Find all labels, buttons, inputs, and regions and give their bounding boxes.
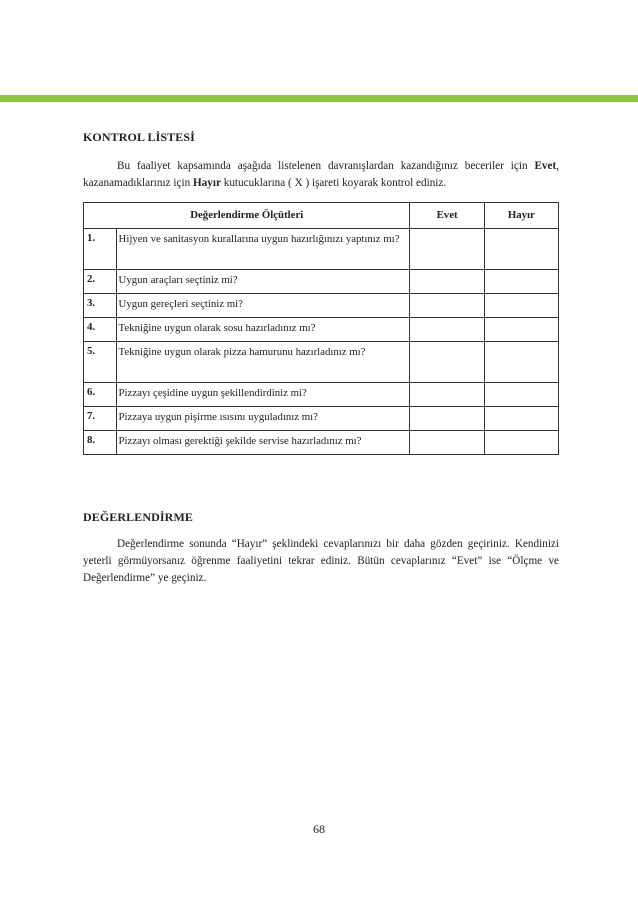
yes-checkbox-cell[interactable] bbox=[410, 318, 484, 342]
criteria-header: Değerlendirme Ölçütleri bbox=[84, 203, 410, 229]
page-content bbox=[83, 130, 559, 587]
table-row bbox=[84, 294, 559, 318]
row-criterion: Tekniğine uygun olarak pizza hamurunu hazırladınız mı? bbox=[116, 342, 410, 383]
row-number: 5. bbox=[84, 342, 117, 383]
no-checkbox-cell[interactable] bbox=[484, 270, 558, 294]
no-checkbox-cell[interactable] bbox=[484, 383, 558, 407]
table-row bbox=[84, 407, 559, 431]
yes-checkbox-cell[interactable] bbox=[410, 342, 484, 383]
row-criterion: Pizzaya uygun pişirme ısısını uyguladınız mı? bbox=[116, 407, 410, 431]
page-number: 68 bbox=[313, 822, 325, 836]
row-number: 2. bbox=[84, 270, 117, 294]
yes-checkbox-cell[interactable] bbox=[410, 383, 484, 407]
table-row bbox=[84, 270, 559, 294]
row-criterion: Tekniğine uygun olarak sosu hazırladınız mı? bbox=[116, 318, 410, 342]
intro-text-b: , kazanamadıklarınız için bbox=[83, 160, 559, 189]
table-row bbox=[84, 383, 559, 407]
table-row bbox=[84, 229, 559, 270]
yes-checkbox-cell[interactable] bbox=[410, 294, 484, 318]
row-number: 6. bbox=[84, 383, 117, 407]
table-row bbox=[84, 431, 559, 455]
row-number: 4. bbox=[84, 318, 117, 342]
row-number: 1. bbox=[84, 229, 117, 270]
intro-text-c: kutucuklarına ( X ) işareti koyarak kontrol ediniz. bbox=[220, 177, 447, 189]
row-criterion: Uygun araçları seçtiniz mi? bbox=[116, 270, 410, 294]
intro-hayir: Hayır bbox=[192, 177, 221, 189]
yes-checkbox-cell[interactable] bbox=[410, 407, 484, 431]
checklist-title: KONTROL LİSTESİ bbox=[83, 130, 195, 144]
no-checkbox-cell[interactable] bbox=[484, 318, 558, 342]
yes-header: Evet bbox=[410, 203, 484, 229]
row-number: 3. bbox=[84, 294, 117, 318]
evaluation-text: Değerlendirme sonunda “Hayır” şeklindeki cevaplarınızı bir daha gözden geçiriniz. Kendinizi yeterli görmüyorsanız öğrenme faaliyetini tekrar ediniz. Bütün cevaplarınız “Evet” ise “Ölçme ve Değerlendirme” ye geçiniz. bbox=[83, 538, 559, 584]
no-checkbox-cell[interactable] bbox=[484, 431, 558, 455]
yes-checkbox-cell[interactable] bbox=[410, 229, 484, 270]
row-criterion: Hijyen ve sanitasyon kurallarına uygun hazırlığınızı yaptınız mı? bbox=[116, 229, 410, 270]
no-checkbox-cell[interactable] bbox=[484, 294, 558, 318]
evaluation-title: DEĞERLENDİRME bbox=[83, 510, 193, 524]
table-row bbox=[84, 342, 559, 383]
row-criterion: Pizzayı çeşidine uygun şekillendirdiniz mi? bbox=[116, 383, 410, 407]
no-checkbox-cell[interactable] bbox=[484, 407, 558, 431]
header-accent-bar bbox=[0, 95, 638, 102]
no-checkbox-cell[interactable] bbox=[484, 342, 558, 383]
table-row bbox=[84, 318, 559, 342]
row-number: 8. bbox=[84, 431, 117, 455]
table-header-row bbox=[84, 203, 559, 229]
checklist-table bbox=[83, 202, 559, 455]
no-header: Hayır bbox=[484, 203, 558, 229]
intro-text-a: Bu faaliyet kapsamında aşağıda listelenen davranışlardan kazandığınız beceriler için bbox=[117, 160, 535, 172]
no-checkbox-cell[interactable] bbox=[484, 229, 558, 270]
yes-checkbox-cell[interactable] bbox=[410, 270, 484, 294]
intro-evet: Evet bbox=[534, 160, 557, 172]
row-number: 7. bbox=[84, 407, 117, 431]
checklist-instructions bbox=[83, 158, 559, 192]
row-criterion: Pizzayı olması gerektiği şekilde servise hazırladınız mı? bbox=[116, 431, 410, 455]
row-criterion: Uygun gereçleri seçtiniz mi? bbox=[116, 294, 410, 318]
yes-checkbox-cell[interactable] bbox=[410, 431, 484, 455]
